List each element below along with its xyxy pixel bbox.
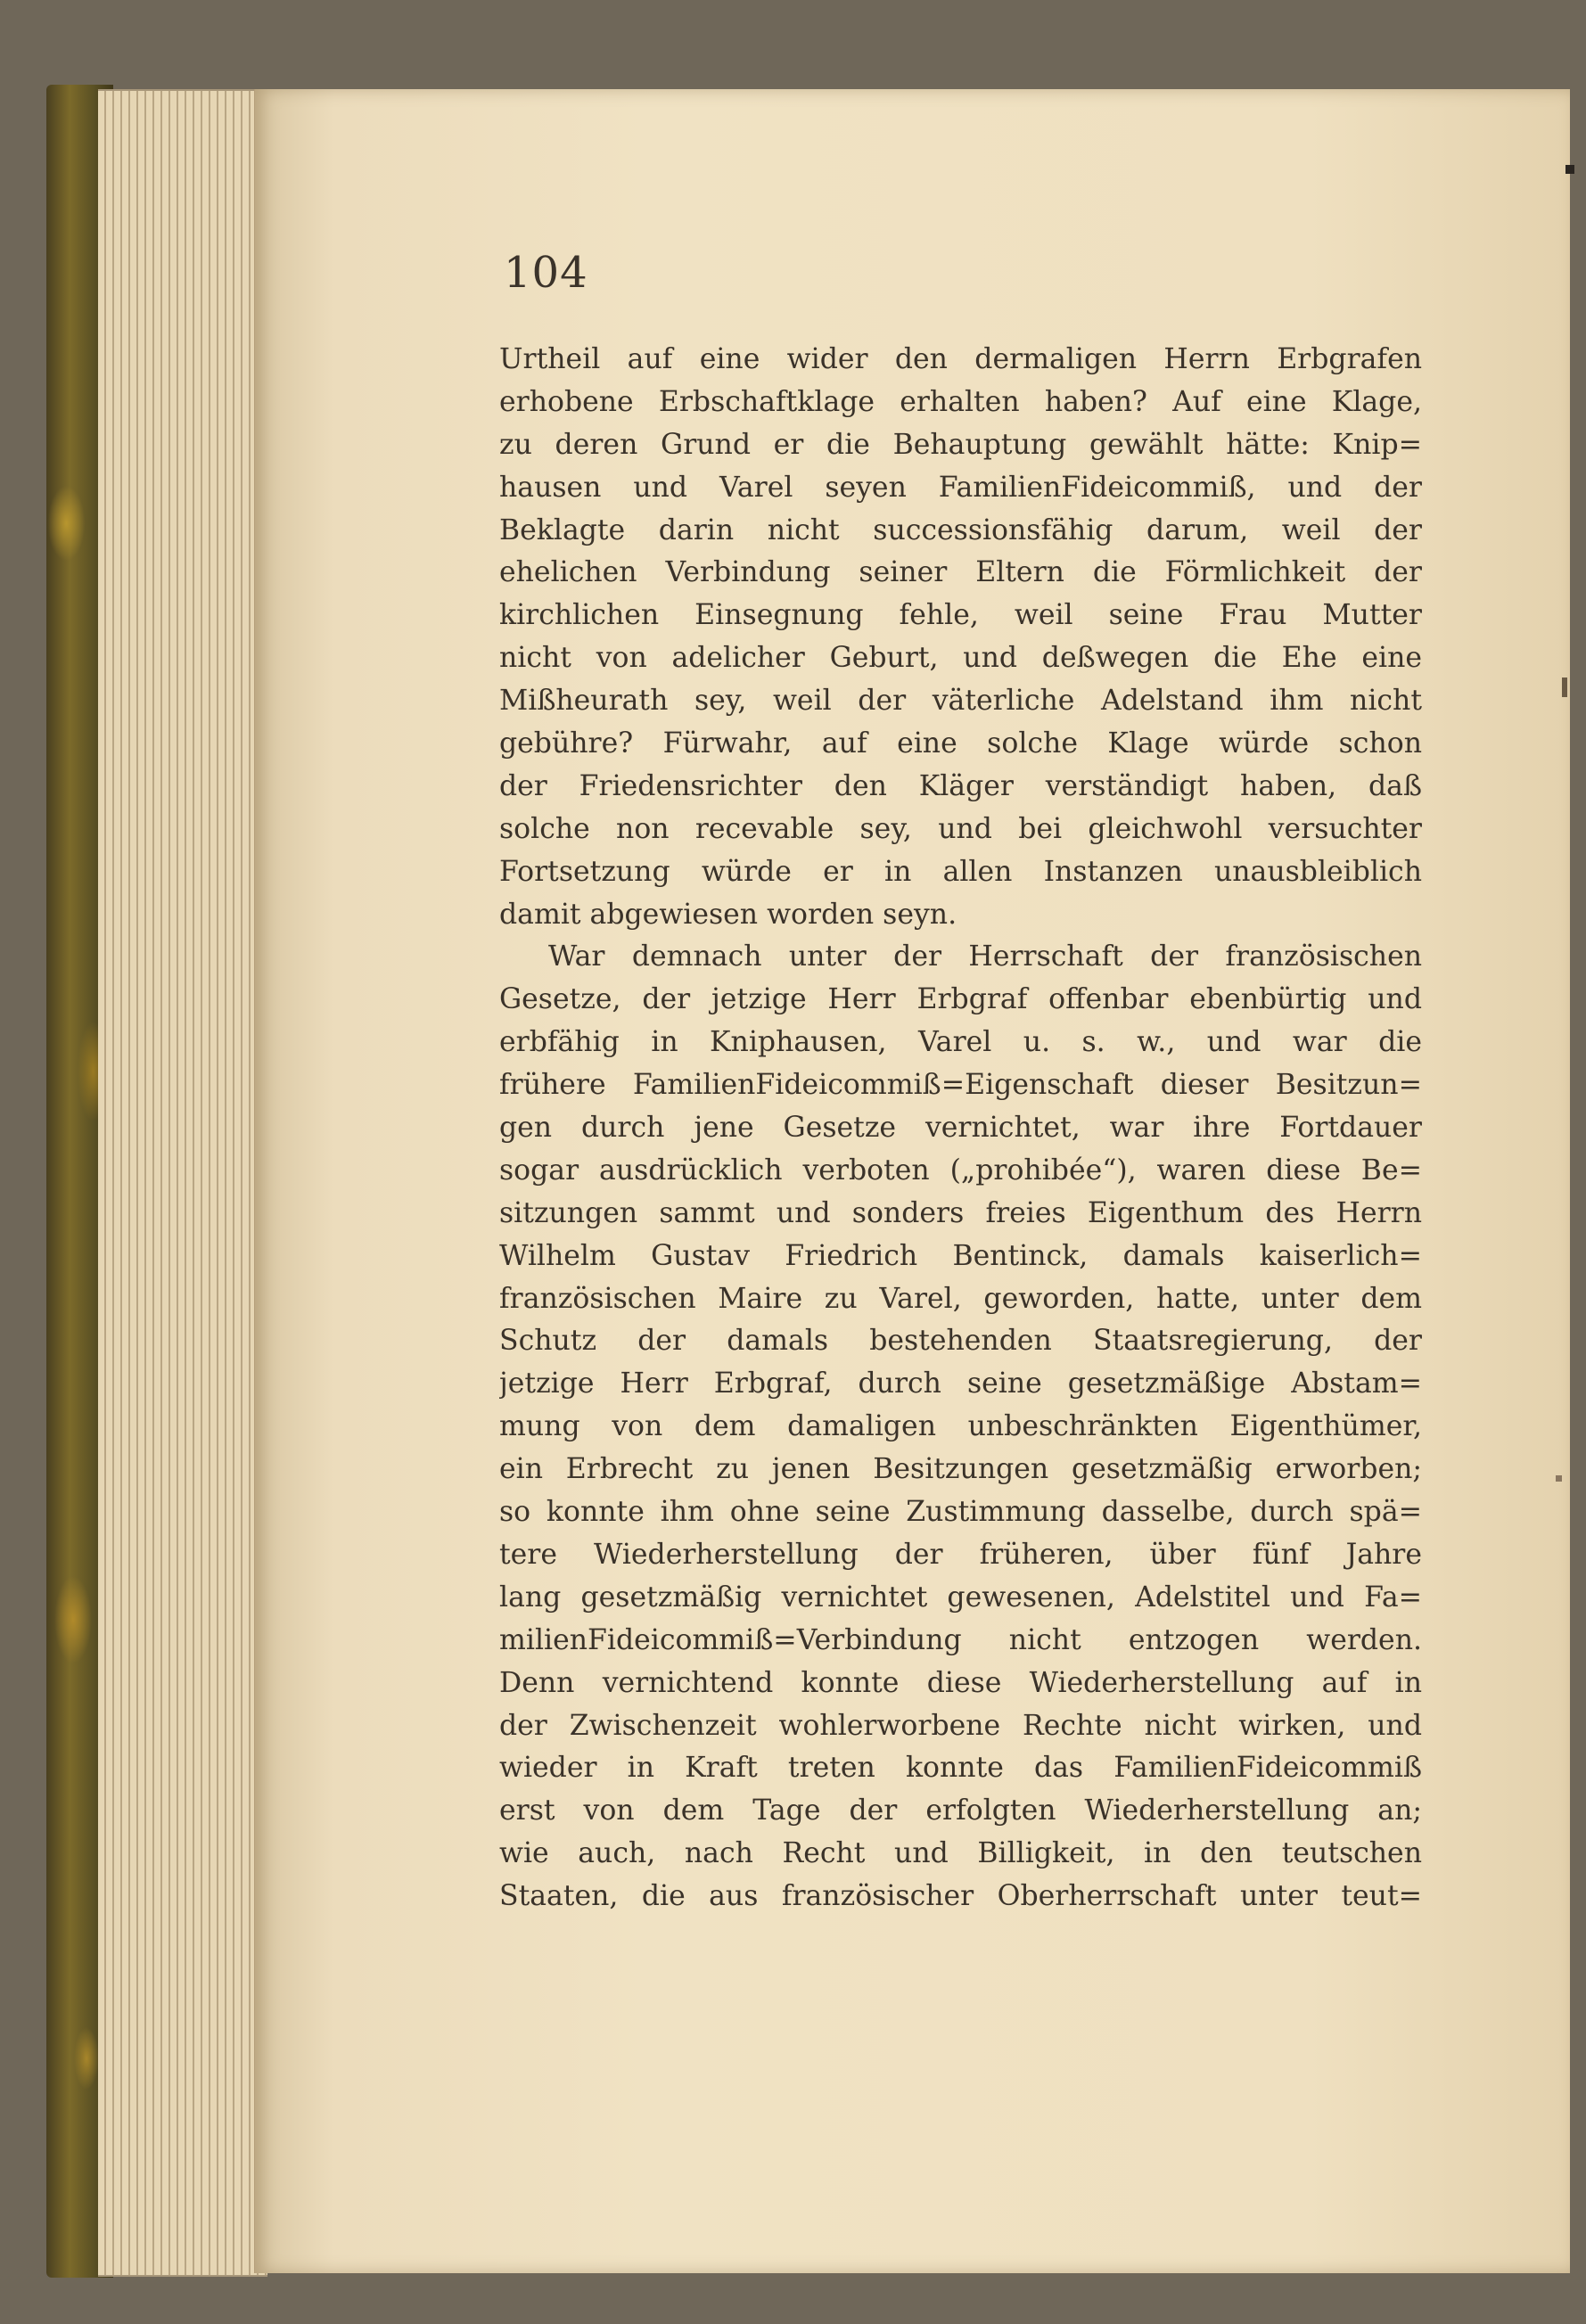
text-line: Schutz der damals bestehenden Staatsregierung, der	[499, 1325, 1422, 1358]
text-line: Denn vernichtend konnte diese Wiederherstellung auf in	[499, 1666, 1422, 1699]
text-line: erbfähig in Kniphausen, Varel u. s. w., und war die	[499, 1026, 1422, 1059]
text-line: Fortsetzung würde er in allen Instanzen unausbleiblich	[499, 855, 1422, 888]
text-line: Mißheurath sey, weil der väterliche Adelstand ihm nicht	[499, 685, 1422, 718]
text-line: erhobene Erbschaftklage erhalten haben? Auf eine Klage,	[499, 385, 1422, 418]
text-line: erst von dem Tage der erfolgten Wiederherstellung an;	[499, 1794, 1422, 1827]
text-line: der Friedensrichter den Kläger verständigt haben, daß	[499, 769, 1422, 802]
text-line: gen durch jene Gesetze vernichtet, war ihre Fortdauer	[499, 1112, 1422, 1145]
text-line: gebühre? Fürwahr, auf eine solche Klage würde schon	[499, 727, 1422, 760]
page-number: 104	[504, 248, 588, 298]
margin-mark	[1562, 677, 1567, 697]
text-line: lang gesetzmäßig vernichtet gewesenen, Adelstitel und Fa=	[499, 1581, 1422, 1614]
text-line: Urtheil auf eine wider den dermaligen Herrn Erbgrafen	[499, 343, 1422, 375]
text-line: tere Wiederherstellung der früheren, über fünf Jahre	[499, 1538, 1422, 1571]
text-line: ein Erbrecht zu jenen Besitzungen gesetzmäßig erworben;	[499, 1453, 1422, 1486]
text-line: nicht von adelicher Geburt, und deßwegen die Ehe eine	[499, 642, 1422, 675]
text-line: jetzige Herr Erbgraf, durch seine gesetzmäßige Abstam=	[499, 1367, 1422, 1400]
margin-mark	[1565, 165, 1574, 174]
text-line: frühere FamilienFideicommiß=Eigenschaft dieser Besitzun=	[499, 1069, 1422, 1102]
text-line: War demnach unter der Herrschaft der französischen	[548, 940, 1422, 973]
text-line: Beklagte darin nicht successionsfähig darum, weil der	[499, 513, 1422, 546]
text-line: mung von dem damaligen unbeschränkten Eigenthümer,	[499, 1410, 1422, 1443]
text-line: kirchlichen Einsegnung fehle, weil seine Frau Mutter	[499, 599, 1422, 632]
text-line: zu deren Grund er die Behauptung gewählt hätte: Knip=	[499, 428, 1422, 461]
body-text	[499, 339, 1422, 1918]
text-line: Wilhelm Gustav Friedrich Bentinck, damals kaiserlich=	[499, 1239, 1422, 1272]
text-line: sogar ausdrücklich verboten („prohibée“), waren diese Be=	[499, 1154, 1422, 1187]
text-line: so konnte ihm ohne seine Zustimmung dasselbe, durch spä=	[499, 1496, 1422, 1529]
text-line: solche non recevable sey, und bei gleichwohl versuchter	[499, 812, 1422, 845]
text-line: hausen und Varel seyen FamilienFideicommiß, und der	[499, 471, 1422, 504]
text-line: der Zwischenzeit wohlerworbene Rechte nicht wirken, und	[499, 1709, 1422, 1742]
text-line: sitzungen sammt und sonders freies Eigenthum des Herrn	[499, 1196, 1422, 1229]
text-line: milienFideicommiß=Verbindung nicht entzogen werden.	[499, 1623, 1422, 1656]
text-line: Staaten, die aus französischer Oberherrschaft unter teut=	[499, 1880, 1422, 1913]
text-line: damit abgewiesen worden seyn.	[499, 898, 957, 931]
text-line: französischen Maire zu Varel, geworden, hatte, unter dem	[499, 1282, 1422, 1315]
margin-mark	[1556, 1475, 1562, 1482]
text-line: ehelichen Verbindung seiner Eltern die Förmlichkeit der	[499, 556, 1422, 589]
text-line: wieder in Kraft treten konnte das FamilienFideicommiß	[499, 1752, 1422, 1785]
page-edges	[98, 89, 267, 2277]
text-line: Gesetze, der jetzige Herr Erbgraf offenbar ebenbürtig und	[499, 983, 1422, 1016]
text-line: wie auch, nach Recht und Billigkeit, in den teutschen	[499, 1837, 1422, 1870]
